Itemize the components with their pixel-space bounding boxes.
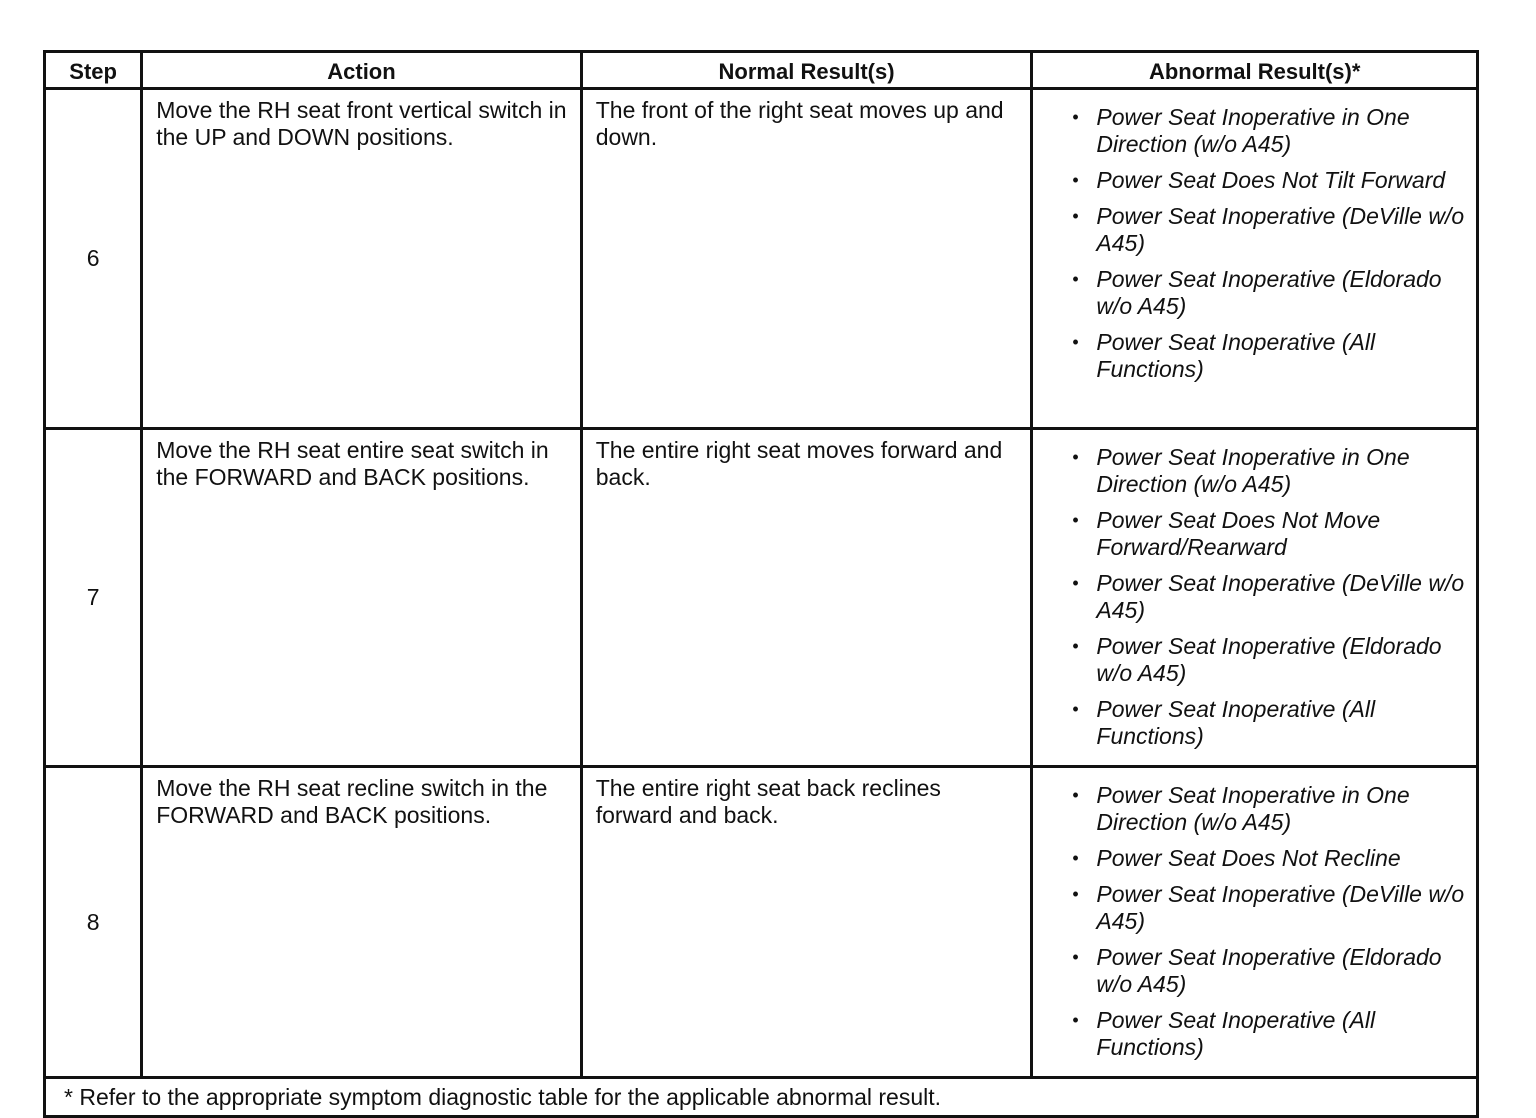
step-number: 7 <box>45 429 142 767</box>
table-row <box>45 89 1478 429</box>
bullet-icon: • <box>1072 206 1079 226</box>
bullet-icon: • <box>1072 1010 1079 1030</box>
list-item <box>1043 203 1466 257</box>
bullet-icon: • <box>1072 332 1079 352</box>
header-row <box>45 52 1478 89</box>
abnormal-results-list <box>1043 444 1466 750</box>
bullet-icon: • <box>1072 848 1079 868</box>
abnormal-result-text: Power Seat Inoperative (Eldorado w/o A45) <box>1096 944 1442 997</box>
action-text: Move the RH seat entire seat switch in the FORWARD and BACK positions. <box>142 429 582 767</box>
abnormal-result-text: Power Seat Inoperative in One Direction (w/o A45) <box>1096 444 1410 497</box>
header-action: Action <box>142 52 582 89</box>
list-item <box>1043 944 1466 998</box>
list-item <box>1043 1007 1466 1061</box>
abnormal-result-text: Power Seat Does Not Move Forward/Rearward <box>1096 507 1381 560</box>
list-item <box>1043 633 1466 687</box>
list-item <box>1043 167 1466 194</box>
abnormal-result-text: Power Seat Inoperative (DeVille w/o A45) <box>1096 881 1465 934</box>
abnormal-result-text: Power Seat Inoperative (Eldorado w/o A45) <box>1096 266 1442 319</box>
abnormal-result-text: Power Seat Inoperative (Eldorado w/o A45) <box>1096 633 1442 686</box>
bullet-icon: • <box>1072 947 1079 967</box>
abnormal-result-text: Power Seat Does Not Recline <box>1096 845 1401 871</box>
bullet-icon: • <box>1072 107 1079 127</box>
list-item <box>1043 444 1466 498</box>
bullet-icon: • <box>1072 636 1079 656</box>
normal-result-text: The front of the right seat moves up and down. <box>581 89 1032 429</box>
list-item <box>1043 507 1466 561</box>
header-step: Step <box>45 52 142 89</box>
bullet-icon: • <box>1072 699 1079 719</box>
abnormal-result-text: Power Seat Inoperative (All Functions) <box>1096 696 1376 749</box>
step-number: 8 <box>45 767 142 1078</box>
list-item <box>1043 570 1466 624</box>
table-row <box>45 767 1478 1078</box>
abnormal-result-text: Power Seat Inoperative (DeVille w/o A45) <box>1096 570 1465 623</box>
step-number: 6 <box>45 89 142 429</box>
normal-result-text: The entire right seat moves forward and back. <box>581 429 1032 767</box>
abnormal-result-text: Power Seat Inoperative (DeVille w/o A45) <box>1096 203 1465 256</box>
list-item <box>1043 266 1466 320</box>
header-abnormal-results: Abnormal Result(s)* <box>1032 52 1478 89</box>
abnormal-result-text: Power Seat Inoperative in One Direction (w/o A45) <box>1096 782 1410 835</box>
footnote: * Refer to the appropriate symptom diagnostic table for the applicable abnormal result. <box>45 1078 1478 1117</box>
abnormal-result-text: Power Seat Inoperative (All Functions) <box>1096 329 1376 382</box>
bullet-icon: • <box>1072 785 1079 805</box>
footnote-row <box>45 1078 1478 1117</box>
bullet-icon: • <box>1072 510 1079 530</box>
list-item <box>1043 845 1466 872</box>
bullet-icon: • <box>1072 573 1079 593</box>
bullet-icon: • <box>1072 269 1079 289</box>
bullet-icon: • <box>1072 170 1079 190</box>
abnormal-results-cell <box>1032 89 1478 429</box>
bullet-icon: • <box>1072 447 1079 467</box>
abnormal-results-list <box>1043 104 1466 383</box>
action-text: Move the RH seat recline switch in the FORWARD and BACK positions. <box>142 767 582 1078</box>
abnormal-result-text: Power Seat Inoperative (All Functions) <box>1096 1007 1376 1060</box>
abnormal-results-cell <box>1032 767 1478 1078</box>
list-item <box>1043 329 1466 383</box>
header-normal-results: Normal Result(s) <box>581 52 1032 89</box>
bullet-icon: • <box>1072 884 1079 904</box>
action-text: Move the RH seat front vertical switch in the UP and DOWN positions. <box>142 89 582 429</box>
abnormal-result-text: Power Seat Inoperative in One Direction (w/o A45) <box>1096 104 1410 157</box>
abnormal-results-cell <box>1032 429 1478 767</box>
diagnostic-table <box>43 50 1479 1118</box>
list-item <box>1043 696 1466 750</box>
abnormal-result-text: Power Seat Does Not Tilt Forward <box>1096 167 1446 193</box>
list-item <box>1043 782 1466 836</box>
list-item <box>1043 881 1466 935</box>
abnormal-results-list <box>1043 782 1466 1061</box>
table-row <box>45 429 1478 767</box>
list-item <box>1043 104 1466 158</box>
normal-result-text: The entire right seat back reclines forward and back. <box>581 767 1032 1078</box>
